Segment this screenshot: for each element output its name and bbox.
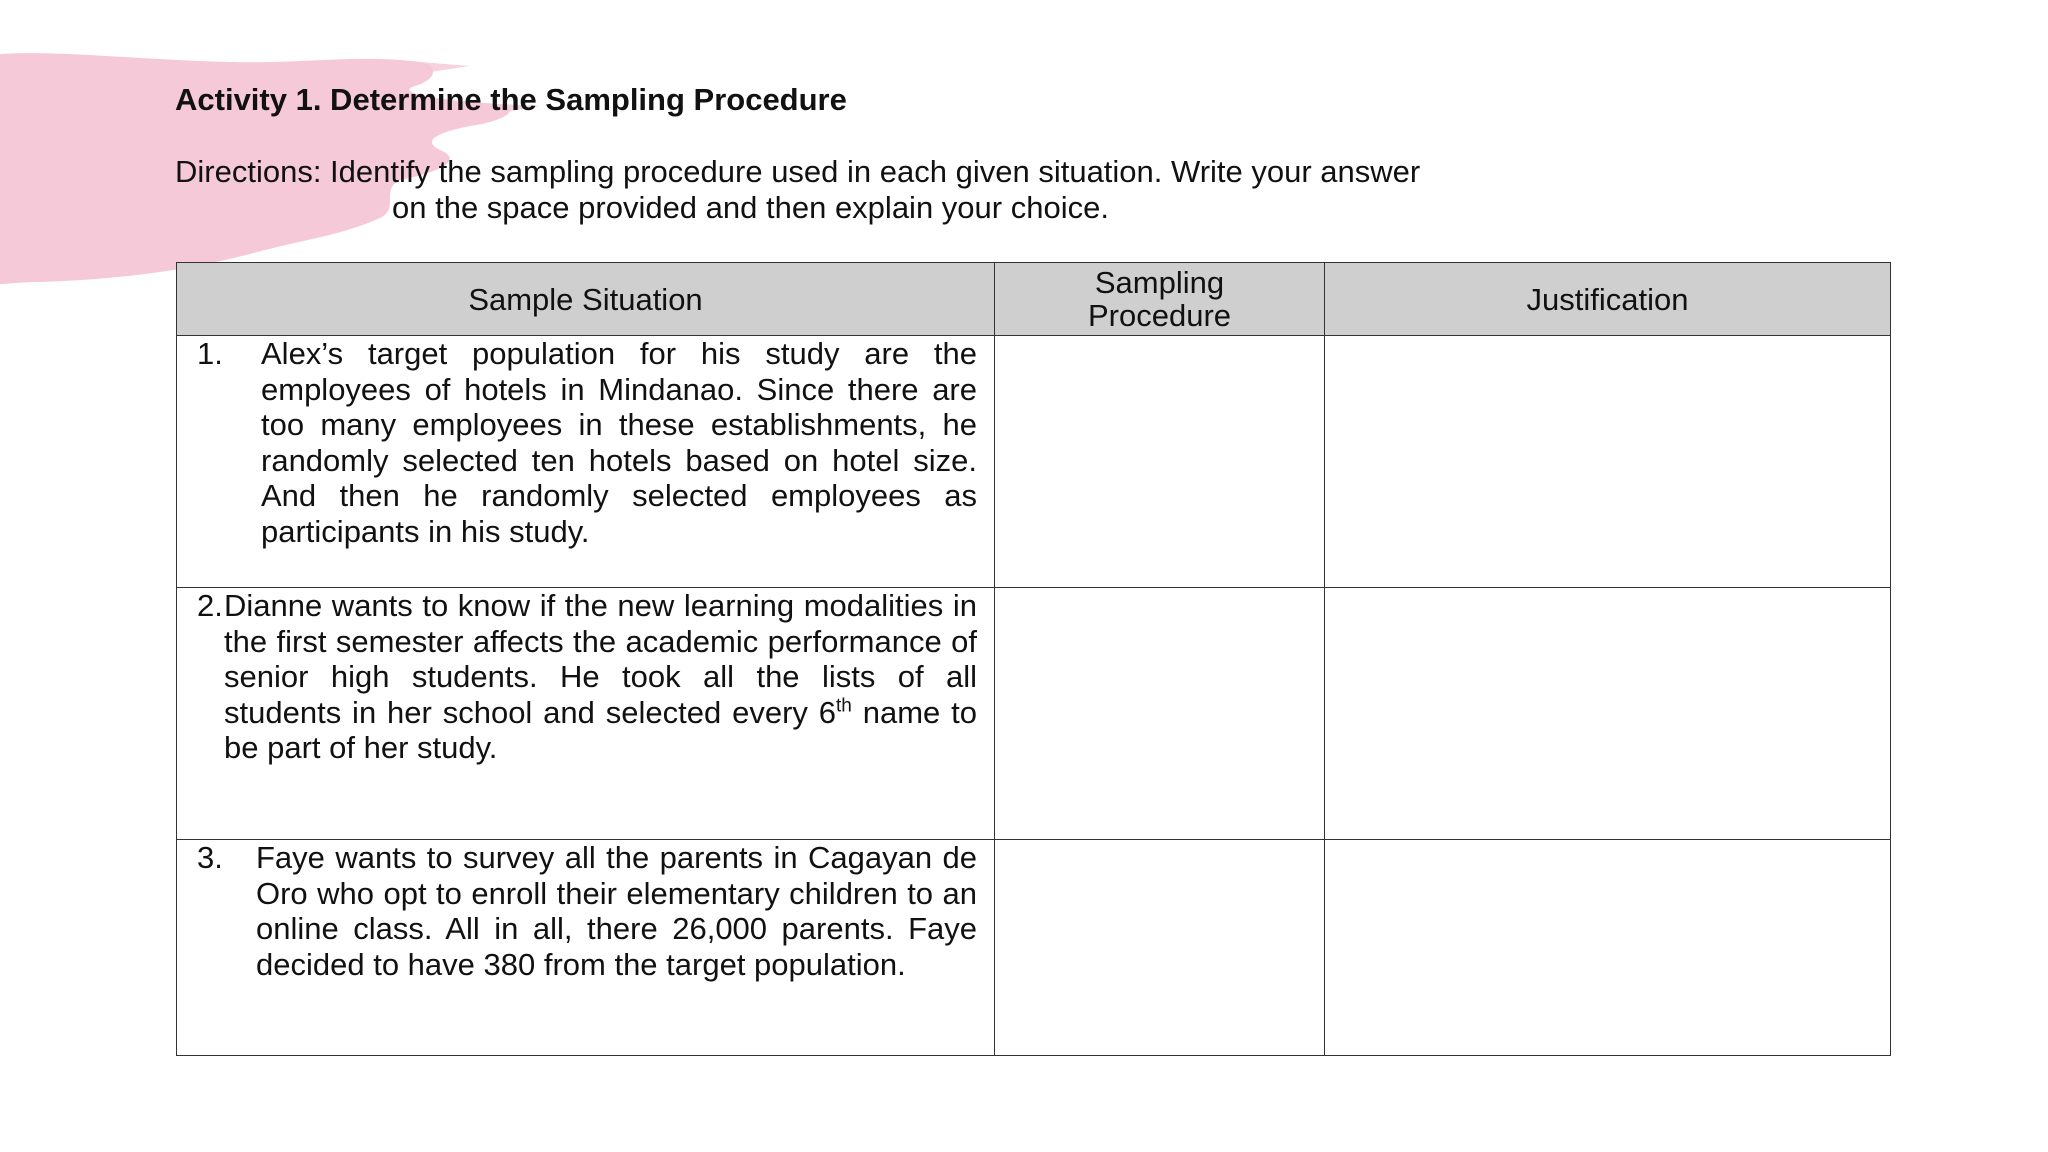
table-row — [177, 336, 1891, 588]
situation-number: 3. — [197, 840, 223, 875]
situation-number: 2. — [197, 588, 223, 623]
situation-text — [224, 588, 977, 766]
table-row — [177, 840, 1891, 1056]
situation-cell — [177, 840, 995, 1056]
procedure-answer-cell[interactable] — [995, 840, 1325, 1056]
header-sampling-procedure-line-2: Procedure — [1087, 298, 1232, 333]
situation-cell — [177, 336, 995, 588]
justification-answer-cell[interactable] — [1325, 336, 1891, 588]
directions-line-2: on the space provided and then explain your choice. — [392, 190, 1109, 225]
header-sampling-procedure-line-1: Sampling — [1094, 265, 1225, 300]
procedure-answer-cell[interactable] — [995, 336, 1325, 588]
situation-text: Faye wants to survey all the parents in Cagayan de Oro who opt to enroll their elementary children to an online class. All in all, there 26,000 parents. Faye decided to have 380 from the target population. — [256, 840, 977, 982]
situation-text-part-1: Dianne wants to know if the new learning modalities in the first semester affects the academic performance of senior high students. He took all the lists of all students in her school and selected every 6 — [224, 588, 977, 730]
procedure-answer-cell[interactable] — [995, 588, 1325, 840]
table-header-row — [177, 263, 1891, 336]
activity-title: Activity 1. Determine the Sampling Procedure — [175, 82, 847, 117]
table-row — [177, 588, 1891, 840]
header-sampling-procedure — [995, 263, 1325, 336]
directions — [175, 154, 1835, 226]
situation-cell — [177, 588, 995, 840]
header-justification: Justification — [1325, 263, 1891, 336]
directions-line-1: Directions: Identify the sampling procedure used in each given situation. Write your answer — [175, 154, 1421, 189]
justification-answer-cell[interactable] — [1325, 840, 1891, 1056]
justification-answer-cell[interactable] — [1325, 588, 1891, 840]
situation-number: 1. — [197, 336, 223, 371]
situation-text-part-2: name to be part of her study. — [224, 694, 977, 765]
ordinal-suffix: th — [836, 695, 852, 717]
activity-table — [176, 262, 1891, 1056]
header-sample-situation: Sample Situation — [177, 263, 995, 336]
situation-text: Alex’s target population for his study are the employees of hotels in Mindanao. Since there are too many employees in these establishments, he randomly selected ten hotels based on hotel size. And then he randomly selected employees as participants in his study. — [261, 336, 977, 549]
